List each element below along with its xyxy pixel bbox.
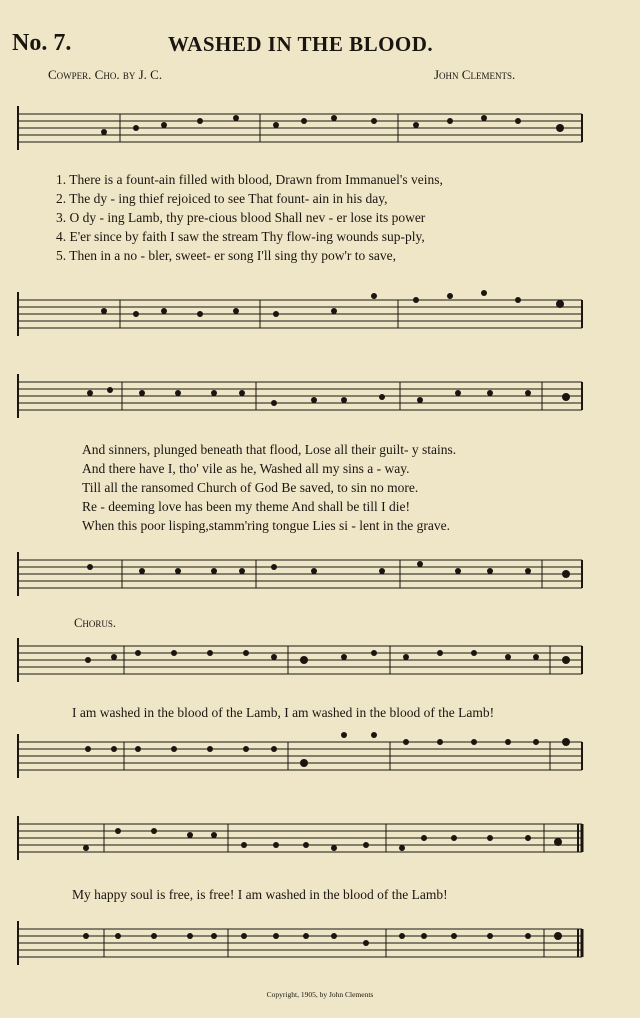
verse-line: 5. Then in a no - bler, sweet- er song I'll sing thy pow'r to save, xyxy=(56,248,397,263)
music-staff-treble-1 xyxy=(14,92,586,172)
chorus-lyric-line: I am washed in the blood of the Lamb, I am washed in the blood of the Lamb! xyxy=(72,705,495,720)
verse-line: Till all the ransomed Church of God Be saved, to sin no more. xyxy=(82,480,419,495)
music-staff-bass-2 xyxy=(14,540,586,610)
verse-line: 3. O dy - ing Lamb, thy pre-cious blood Shall nev - er lose its power xyxy=(56,210,426,225)
hymn-number: No. 7. xyxy=(12,30,72,56)
copyright-notice: Copyright, 1905, by John Clements xyxy=(266,990,374,999)
author-credit: Cowper. Cho. by J. C. xyxy=(48,67,163,82)
verse-line: Re - deeming love has been my theme And shall be till I die! xyxy=(82,499,411,514)
composer-credit: John Clements. xyxy=(434,67,516,82)
music-staff-treble-2 xyxy=(14,368,586,438)
verse-line: And there have I, tho' vile as he, Washed all my sins a - way. xyxy=(82,461,410,476)
verse-line: And sinners, plunged beneath that flood, Lose all their guilt- y stains. xyxy=(82,442,457,457)
music-staff-bass-3 xyxy=(14,726,586,796)
music-staff-bass-4 xyxy=(14,905,586,980)
verse-line: 1. There is a fount-ain filled with blood, Drawn from Immanuel's veins, xyxy=(56,172,443,187)
music-staff-treble-3 xyxy=(14,632,586,702)
music-staff-bass-1 xyxy=(14,270,586,360)
chorus-label: Chorus. xyxy=(74,616,116,630)
chorus-lyric-line: My happy soul is free, is free! I am washed in the blood of the Lamb! xyxy=(72,887,448,902)
verse-line: When this poor lisping,stamm'ring tongue Lies si - lent in the grave. xyxy=(82,518,450,533)
music-staff-treble-4 xyxy=(14,810,586,880)
verse-line: 4. E'er since by faith I saw the stream Thy flow-ing wounds sup-ply, xyxy=(56,229,425,244)
verse-line: 2. The dy - ing thief rejoiced to see That fount- ain in his day, xyxy=(56,191,388,206)
hymn-title: WASHED IN THE BLOOD. xyxy=(168,32,434,56)
